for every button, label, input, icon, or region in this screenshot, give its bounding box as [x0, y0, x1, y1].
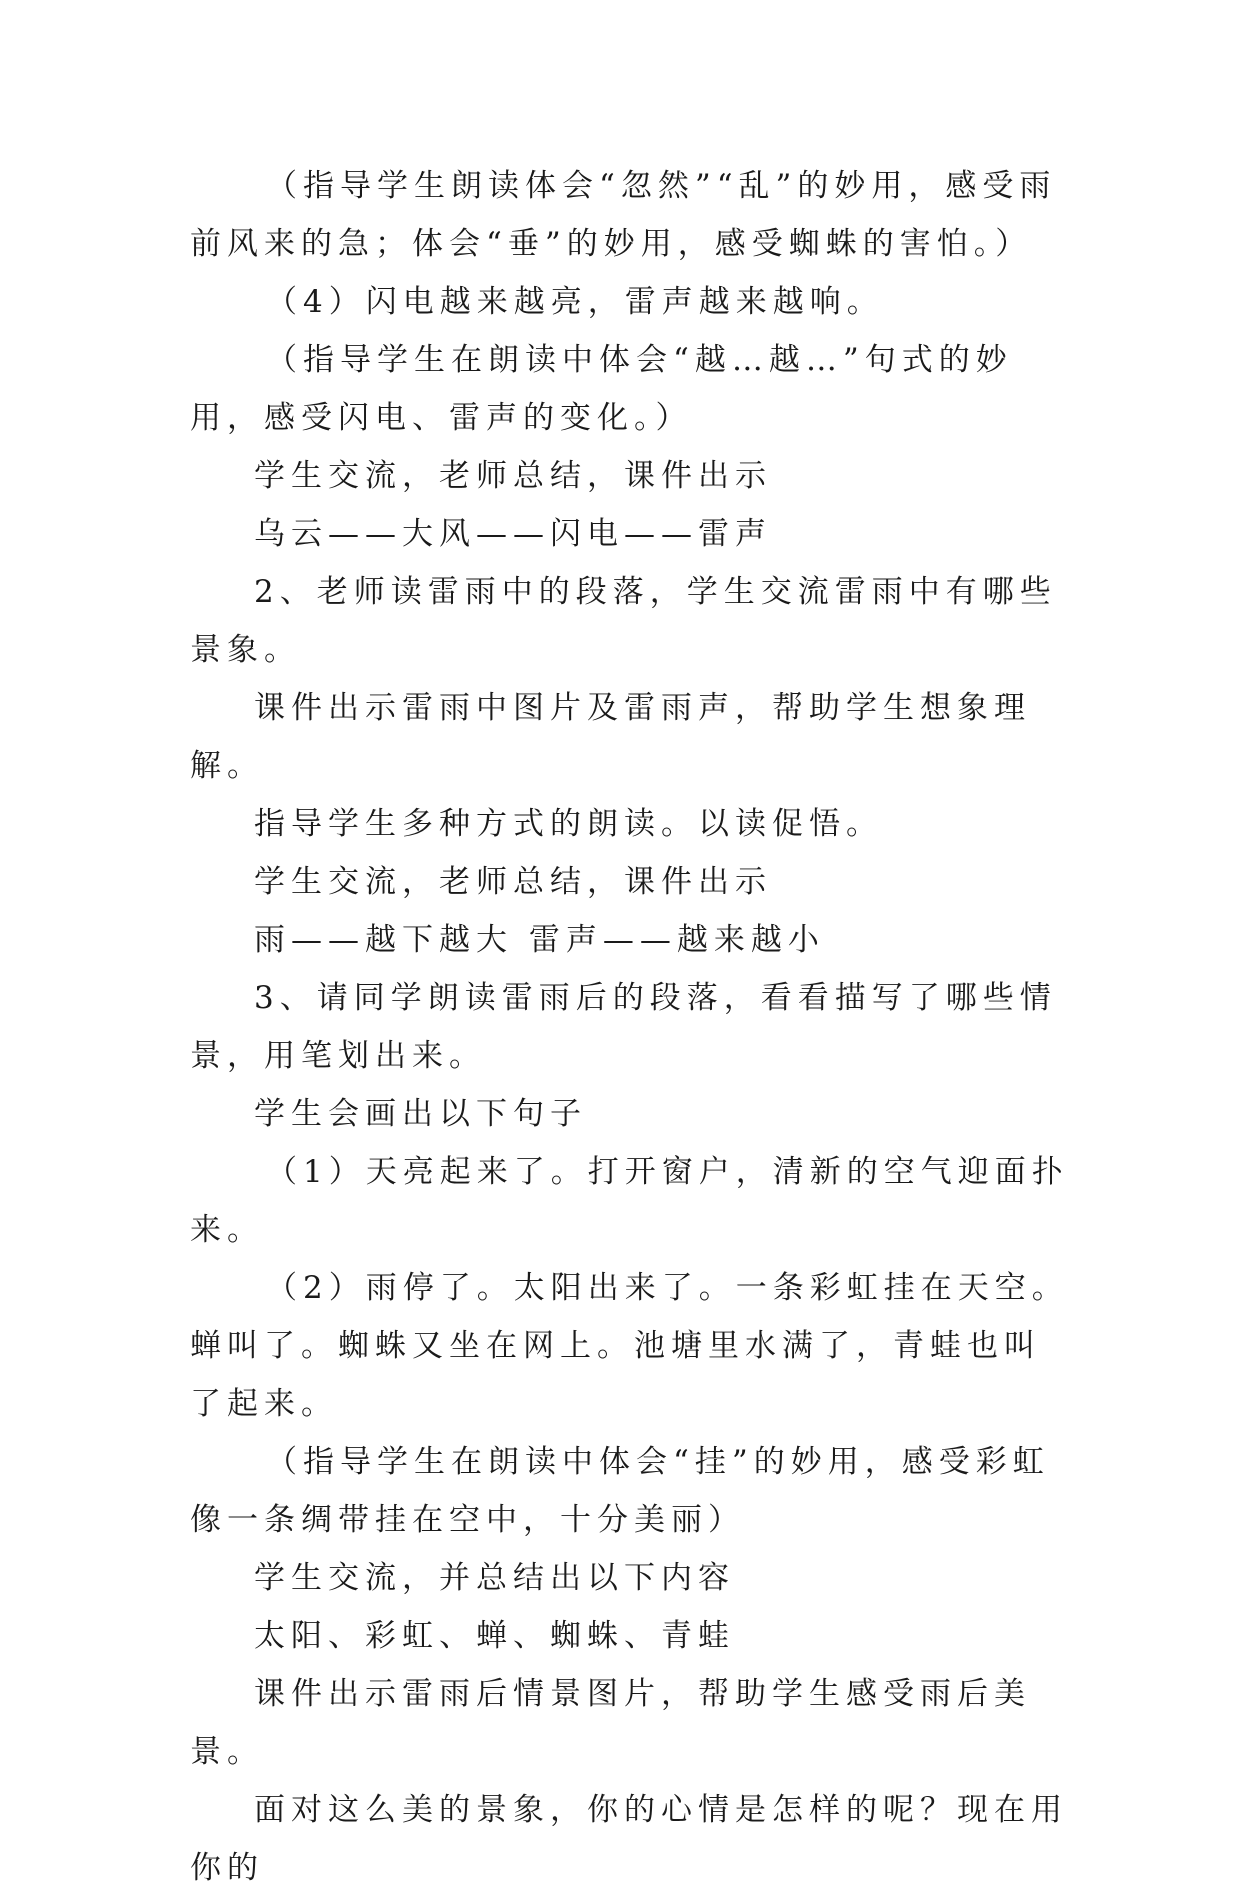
paragraph-guide-2: （指导学生在朗读中体会“越…越…”句式的妙用，感受闪电、雷声的变化。） — [190, 342, 1013, 436]
paragraph-exchange-2: 学生交流，老师总结，课件出示 — [254, 864, 772, 900]
paragraph-sequence-1: 乌云——大风——闪电——雷声 — [254, 516, 772, 552]
paragraph-step-2: 2、老师读雷雨中的段落，学生交流雷雨中有哪些景象。 — [190, 574, 1057, 668]
paragraph-exchange-1: 学生交流，老师总结，课件出示 — [254, 458, 772, 494]
paragraph-sequence-2: 雨——越下越大 雷声——越来越小 — [254, 922, 825, 958]
paragraph-sentence-2: （2）雨停了。太阳出来了。一条彩虹挂在天空。蝉叫了。蜘蛛又坐在网上。池塘里水满了，青蛙也叫了起来。 — [190, 1270, 1069, 1422]
paragraph-sentence-1: （1）天亮起来了。打开窗户，清新的空气迎面扑来。 — [190, 1154, 1069, 1248]
paragraph-guide-1: （指导学生朗读体会“忽然”“乱”的妙用，感受雨前风来的急；体会“垂”的妙用，感受蜘蛛的害怕。） — [190, 168, 1057, 262]
paragraph-sentence-4: （4）闪电越来越亮，雷声越来越响。 — [266, 284, 884, 320]
paragraph-exchange-3: 学生交流，并总结出以下内容 — [254, 1560, 735, 1596]
paragraph-step-3: 3、请同学朗读雷雨后的段落，看看描写了哪些情景，用笔划出来。 — [190, 980, 1057, 1074]
document-body — [190, 157, 1070, 1897]
paragraph-courseware-1: 课件出示雷雨中图片及雷雨声，帮助学生想象理解。 — [190, 690, 1031, 784]
paragraph-reading-guide: 指导学生多种方式的朗读。以读促悟。 — [254, 806, 883, 842]
paragraph-guide-3: （指导学生在朗读中体会“挂”的妙用，感受彩虹像一条绸带挂在空中，十分美丽） — [190, 1444, 1050, 1538]
paragraph-question: 面对这么美的景象，你的心情是怎样的呢？现在用你的 — [190, 1792, 1068, 1886]
paragraph-scene-list: 太阳、彩虹、蝉、蜘蛛、青蛙 — [254, 1618, 735, 1654]
paragraph-draw-sentences: 学生会画出以下句子 — [254, 1096, 587, 1132]
paragraph-courseware-2: 课件出示雷雨后情景图片，帮助学生感受雨后美景。 — [190, 1676, 1031, 1770]
